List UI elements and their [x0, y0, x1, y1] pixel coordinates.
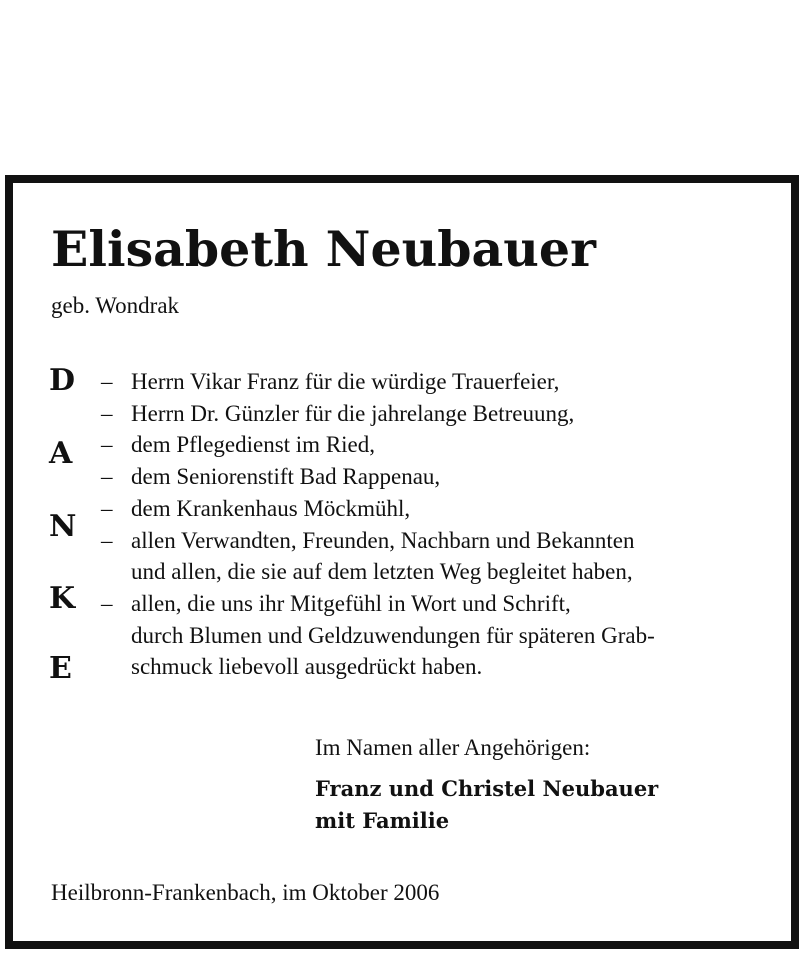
- thanks-line-text: dem Seniorenstift Bad Rappenau,: [131, 464, 441, 490]
- thanks-line-text: dem Krankenhaus Möckmühl,: [131, 495, 411, 521]
- signature-names: [315, 773, 658, 837]
- thanks-line-continuation: [101, 620, 655, 652]
- acrostic-letter-n: N: [49, 509, 77, 544]
- thanks-line: [101, 588, 655, 620]
- obituary-notice: [5, 175, 799, 949]
- thanks-line: [101, 525, 655, 557]
- thanks-line-text: allen Verwandten, Freunden, Nachbarn und Bekannten: [131, 527, 635, 553]
- birth-name: geb. Wondrak: [51, 293, 180, 318]
- thanks-line-text: schmuck liebevoll ausgedrückt haben.: [131, 654, 483, 680]
- acrostic-letter-e: E: [49, 651, 72, 686]
- list-dash: –: [101, 432, 113, 458]
- thanks-line-continuation: [101, 556, 655, 588]
- thanks-line: [101, 366, 655, 398]
- thanks-line-continuation: [101, 651, 655, 683]
- place-and-date: Heilbronn-Frankenbach, im Oktober 2006: [51, 880, 440, 905]
- thanks-line-text: Herrn Vikar Franz für die würdige Trauerfeier,: [131, 369, 560, 394]
- thanks-line: [101, 429, 655, 461]
- thanks-line-text: durch Blumen und Geldzuwendungen für späteren Grab-: [131, 622, 655, 648]
- thanks-line: [101, 398, 655, 430]
- signature-names-line: Franz und Christel Neubauer: [315, 776, 659, 801]
- list-dash: –: [101, 400, 113, 426]
- thanks-line-text: dem Pflegedienst im Ried,: [131, 432, 376, 458]
- acrostic-letter-k: K: [49, 581, 76, 616]
- list-dash: –: [101, 495, 113, 521]
- thanks-line-text: Herrn Dr. Günzler für die jahrelange Betreuung,: [131, 400, 575, 426]
- acrostic-letter-d: D: [49, 363, 76, 398]
- list-dash: –: [101, 590, 113, 616]
- signature-names-line: mit Familie: [315, 808, 450, 833]
- thanks-line-text: allen, die uns ihr Mitgefühl in Wort und Schrift,: [131, 590, 571, 616]
- thanks-line: [101, 493, 655, 525]
- deceased-name: Elisabeth Neubauer: [51, 220, 596, 278]
- list-dash: –: [101, 369, 113, 394]
- list-dash: –: [101, 464, 113, 490]
- thanks-line-text: und allen, die sie auf dem letzten Weg begleitet haben,: [131, 559, 633, 585]
- thanks-list: [101, 366, 655, 683]
- list-dash: –: [101, 527, 113, 553]
- signature-intro: Im Namen aller Angehörigen:: [315, 735, 591, 760]
- thanks-line: [101, 461, 655, 493]
- acrostic-letter-a: A: [49, 436, 73, 471]
